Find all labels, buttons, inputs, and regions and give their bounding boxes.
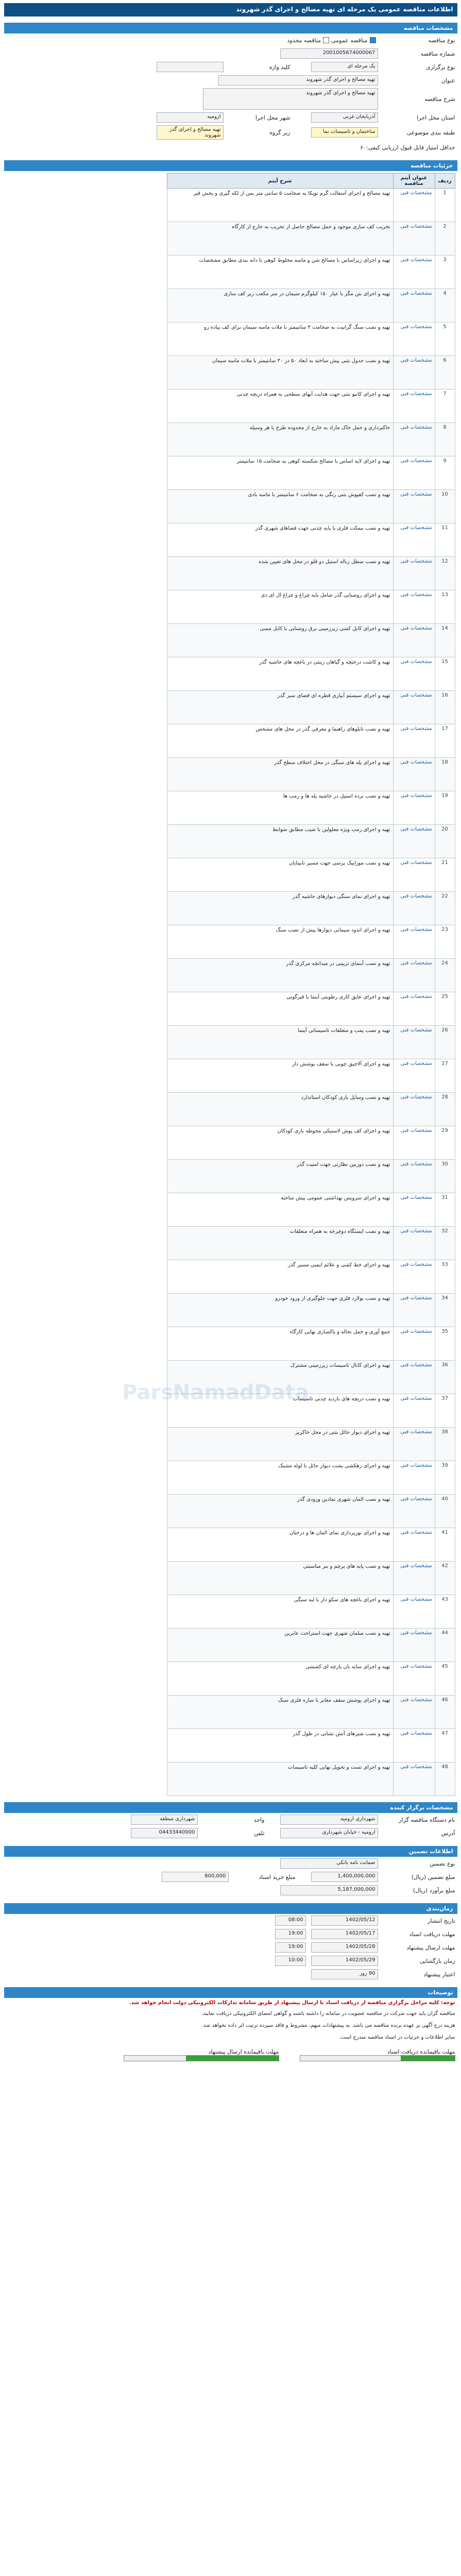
table-row	[167, 1126, 455, 1160]
notes-warning: توجه: کلیه مراحل برگزاری مناقصه از دریافت اسناد تا ارسال پیشنهاد از طریق سامانه تدارکات الکترونیکی دولت انجام خواهد شد.	[129, 2000, 455, 2006]
row-number-cell: 45	[435, 1662, 455, 1696]
item-description-cell: تهیه و اجرای روشنایی گذر شامل پایه چراغ و چراغ ال ای دی	[167, 590, 393, 624]
doc-end-row	[4, 1927, 457, 1941]
description-row	[4, 87, 457, 111]
item-description-cell: تهیه و نصب موزاییک پرسی جهت مسیر نابینایان	[167, 858, 393, 892]
guarantee-type-field: ضمانت نامه بانکی	[280, 1858, 378, 1869]
doc-deadline-progress-bar	[300, 2055, 455, 2061]
item-description-cell: تهیه و اجرای سرویس بهداشتی عمومی پیش ساخته	[167, 1193, 393, 1227]
table-row	[167, 657, 455, 691]
item-title-cell: مشخصات فنی	[393, 1729, 435, 1762]
row-number-cell: 33	[435, 1260, 455, 1294]
min-score-label: حداقل امتیاز قابل قبول ارزیابی کیفی:	[366, 144, 455, 151]
guarantee-type-row	[4, 1857, 457, 1870]
item-title-cell: مشخصات فنی	[393, 1294, 435, 1327]
table-row	[167, 490, 455, 523]
row-number-cell: 28	[435, 1093, 455, 1126]
item-description-cell: تهیه و نصب بولارد فلزی جهت جلوگیری از ورود خودرو	[167, 1294, 393, 1327]
item-title-cell: مشخصات فنی	[393, 1059, 435, 1093]
table-row	[167, 624, 455, 657]
table-row	[167, 791, 455, 825]
row-number-cell: 26	[435, 1026, 455, 1059]
submit-deadline-progress-fill	[186, 2056, 279, 2061]
organizer-unit-label: واحد	[253, 1816, 265, 1823]
item-title-cell: مشخصات فنی	[393, 1327, 435, 1361]
item-description-cell: تهیه مصالح و اجرای آسفالت گرم توپکا به ضخامت ۵ سانتی متر پس از لکه گیری و پخش قیر	[167, 189, 393, 222]
item-description-cell: تهیه و اجرای کانیو بتنی جهت هدایت آبهای سطحی به همراه دریچه چدنی	[167, 389, 393, 423]
table-row	[167, 1260, 455, 1294]
section-notes-header: توضیحات	[4, 1987, 457, 1998]
location-row	[4, 111, 457, 124]
item-description-cell: تهیه و نصب پمپ و متعلقات تاسیساتی آبنما	[167, 1026, 393, 1059]
row-number-cell: 23	[435, 925, 455, 959]
section-guarantee-header: اطلاعات تضمین	[4, 1846, 457, 1857]
row-number-cell: 38	[435, 1428, 455, 1461]
submit-end-time-field: 19:00	[275, 1942, 306, 1953]
row-number-cell: 36	[435, 1361, 455, 1394]
table-row	[167, 523, 455, 557]
item-description-cell: تخریب کف سازی موجود و حمل مصالح حاصل از تخریب به خارج از کارگاه	[167, 222, 393, 256]
min-score-value: ۶۰	[360, 144, 366, 151]
subject-field: تهیه مصالح و اجرای گذر شهروند	[218, 75, 378, 86]
doc-price-field: 800,000	[162, 1872, 229, 1882]
organizer-address-label: آدرس	[441, 1829, 455, 1837]
item-description-cell: تهیه و نصب نیمکت فلزی با پایه چدنی جهت فضاهای شهری گذر	[167, 523, 393, 557]
table-row	[167, 1562, 455, 1595]
row-number-cell: 32	[435, 1227, 455, 1260]
row-number-cell: 3	[435, 256, 455, 289]
item-title-cell: مشخصات فنی	[393, 1394, 435, 1428]
item-title-cell: مشخصات فنی	[393, 925, 435, 959]
row-number-cell: 8	[435, 423, 455, 456]
table-row	[167, 825, 455, 858]
tender-number-label: شماره مناقصه	[420, 50, 455, 57]
tender-type-label: نوع مناقصه	[428, 37, 455, 44]
table-row	[167, 1361, 455, 1394]
tender-number-row	[4, 47, 457, 60]
organizer-name-label: نام دستگاه مناقصه گزار	[399, 1816, 455, 1823]
item-title-cell: مشخصات فنی	[393, 1026, 435, 1059]
row-number-cell: 34	[435, 1294, 455, 1327]
estimate-row	[4, 1884, 457, 1897]
organizer-phone-label: تلفن	[253, 1829, 265, 1837]
row-number-cell: 4	[435, 289, 455, 323]
keyword-field	[157, 62, 224, 72]
row-number-cell: 17	[435, 724, 455, 758]
deadline-progress-area	[4, 2043, 457, 2066]
row-number-cell: 18	[435, 758, 455, 791]
item-title-cell: مشخصات فنی	[393, 1562, 435, 1595]
table-row	[167, 1160, 455, 1193]
item-description-cell: تهیه و اجرای کانال تاسیسات زیرزمینی مشترک	[167, 1361, 393, 1394]
table-row	[167, 724, 455, 758]
guarantee-amount-field: 1,400,000,000	[311, 1872, 378, 1882]
page-container	[4, 0, 457, 2066]
item-description-cell: تهیه و اجرای دیوار حائل بتنی در محل خاکریز	[167, 1428, 393, 1461]
submit-deadline-progress-label: مهلت باقیمانده ارسال پیشنهاد	[208, 2048, 279, 2055]
min-score-row	[4, 141, 457, 154]
item-title-cell: مشخصات فنی	[393, 825, 435, 858]
table-row	[167, 992, 455, 1026]
item-description-cell: تهیه و نصب سنگ گرانیت به ضخامت ۳ سانتیمتر با ملات ماسه سیمان برای کف پیاده رو	[167, 323, 393, 356]
row-number-cell: 2	[435, 222, 455, 256]
table-row	[167, 1193, 455, 1227]
tender-type-radio-limited[interactable]	[323, 37, 329, 43]
row-number-cell: 16	[435, 691, 455, 724]
table-row	[167, 858, 455, 892]
item-description-cell: تهیه و اجرای نمای سنگی دیوارهای حاشیه گذر	[167, 892, 393, 925]
table-row	[167, 1729, 455, 1762]
item-title-cell: مشخصات فنی	[393, 189, 435, 222]
doc-end-time-field: 19:00	[275, 1929, 306, 1939]
table-row	[167, 1227, 455, 1260]
item-description-cell: تهیه و اجرای زهکشی پشت دیوار حائل با لوله مشبک	[167, 1461, 393, 1495]
item-title-cell: مشخصات فنی	[393, 758, 435, 791]
subject-row	[4, 74, 457, 87]
submit-deadline-progress-bar	[124, 2055, 279, 2061]
col-row-number: ردیف	[435, 174, 455, 189]
subject-label: عنوان	[441, 77, 455, 84]
table-row	[167, 1762, 455, 1796]
item-title-cell: مشخصات فنی	[393, 289, 435, 323]
table-row	[167, 590, 455, 624]
holding-type-label: نوع برگزاری	[426, 63, 455, 71]
open-date-field: 1402/05/29	[311, 1956, 378, 1966]
table-row	[167, 1428, 455, 1461]
item-title-cell: مشخصات فنی	[393, 456, 435, 490]
holding-type-row	[4, 60, 457, 74]
organizer-unit-field: شهرداری منطقه	[131, 1815, 198, 1825]
item-title-cell: مشخصات فنی	[393, 256, 435, 289]
province-label: استان محل اجرا	[417, 114, 455, 121]
category-row	[4, 124, 457, 141]
item-title-cell: مشخصات فنی	[393, 323, 435, 356]
row-number-cell: 47	[435, 1729, 455, 1762]
item-description-cell: تهیه و نصب دریچه های بازدید چدنی تاسیسات	[167, 1394, 393, 1428]
publish-date-label: تاریخ انتشار	[428, 1917, 455, 1924]
open-date-row	[4, 1954, 457, 1968]
item-title-cell: مشخصات فنی	[393, 959, 435, 992]
row-number-cell: 31	[435, 1193, 455, 1227]
section-items-header: جزئیات مناقصه	[4, 160, 457, 171]
publish-date-row	[4, 1914, 457, 1927]
col-item-description: شرح آیتم	[167, 174, 393, 189]
item-description-cell: تهیه و اجرای کف پوش لاستیکی محوطه بازی کودکان	[167, 1126, 393, 1160]
col-item-title: عنوان آیتم مناقصه	[393, 174, 435, 189]
table-row	[167, 1294, 455, 1327]
tender-type-row	[4, 33, 457, 47]
submit-end-row	[4, 1941, 457, 1954]
tender-type-radio-public[interactable]	[370, 37, 376, 43]
item-title-cell: مشخصات فنی	[393, 523, 435, 557]
item-title-cell: مشخصات فنی	[393, 1260, 435, 1294]
item-title-cell: مشخصات فنی	[393, 1361, 435, 1394]
item-description-cell: تهیه و اجرای پله های سنگی در محل اختلاف سطح گذر	[167, 758, 393, 791]
table-row	[167, 691, 455, 724]
item-title-cell: مشخصات فنی	[393, 1696, 435, 1729]
item-description-cell: تهیه و نصب آبنمای تزیینی در میدانچه مرکزی گذر	[167, 959, 393, 992]
table-row	[167, 389, 455, 423]
publish-time-field: 08:00	[275, 1916, 306, 1926]
item-title-cell: مشخصات فنی	[393, 490, 435, 523]
doc-end-date-field: 1402/05/17	[311, 1929, 378, 1939]
table-row	[167, 456, 455, 490]
item-title-cell: مشخصات فنی	[393, 1160, 435, 1193]
item-description-cell: تهیه و کاشت درختچه و گیاهان زینتی در باغچه های حاشیه گذر	[167, 657, 393, 691]
row-number-cell: 46	[435, 1696, 455, 1729]
item-title-cell: مشخصات فنی	[393, 1126, 435, 1160]
row-number-cell: 21	[435, 858, 455, 892]
table-row	[167, 1461, 455, 1495]
doc-deadline-progress-label: مهلت باقیمانده دریافت اسناد	[387, 2048, 455, 2055]
open-date-label: زمان بازگشایی	[420, 1957, 455, 1964]
item-description-cell: تهیه و اجرای پوشش سقف معابر با سازه فلزی سبک	[167, 1696, 393, 1729]
item-title-cell: مشخصات فنی	[393, 590, 435, 624]
city-field: ارومیه	[157, 112, 224, 123]
item-description-cell: تهیه و اجرای رمپ ویژه معلولین با شیب مطابق ضوابط	[167, 825, 393, 858]
row-number-cell: 10	[435, 490, 455, 523]
row-number-cell: 14	[435, 624, 455, 657]
section-dates-header: زمان‌بندی	[4, 1903, 457, 1914]
table-row	[167, 1093, 455, 1126]
row-number-cell: 39	[435, 1461, 455, 1495]
row-number-cell: 25	[435, 992, 455, 1026]
item-description-cell: تهیه و اجرای تست و تحویل نهایی کلیه تاسیسات	[167, 1762, 393, 1796]
table-row	[167, 1696, 455, 1729]
item-title-cell: مشخصات فنی	[393, 691, 435, 724]
row-number-cell: 27	[435, 1059, 455, 1093]
items-table	[167, 173, 455, 1796]
item-title-cell: مشخصات فنی	[393, 657, 435, 691]
item-title-cell: مشخصات فنی	[393, 1495, 435, 1528]
organizer-address-row	[4, 1826, 457, 1840]
table-row	[167, 1528, 455, 1562]
row-number-cell: 24	[435, 959, 455, 992]
table-row	[167, 189, 455, 222]
item-description-cell: تهیه و اجرای زیراساس با مصالح شن و ماسه مخلوط کوهی با دانه بندی مطابق مشخصات	[167, 256, 393, 289]
table-row	[167, 1327, 455, 1361]
row-number-cell: 44	[435, 1629, 455, 1662]
table-row	[167, 1595, 455, 1629]
item-description-cell: تهیه و نصب دوربین نظارتی جهت امنیت گذر	[167, 1160, 393, 1193]
table-row	[167, 1394, 455, 1428]
item-title-cell: مشخصات فنی	[393, 1629, 435, 1662]
item-title-cell: مشخصات فنی	[393, 858, 435, 892]
table-row	[167, 356, 455, 389]
item-description-cell: تهیه و اجرای اندود سیمانی دیوارها پیش از نصب سنگ	[167, 925, 393, 959]
section-general-header: مشخصات مناقصه	[4, 23, 457, 33]
item-title-cell: مشخصات فنی	[393, 992, 435, 1026]
item-description-cell: خاکبرداری و حمل خاک مازاد به خارج از محدوده طرح با هر وسیله	[167, 423, 393, 456]
row-number-cell: 15	[435, 657, 455, 691]
validity-label: اعتبار پیشنهاد	[423, 1971, 455, 1978]
row-number-cell: 30	[435, 1160, 455, 1193]
item-description-cell: تهیه و اجرای نورپردازی نمای المان ها و درختان	[167, 1528, 393, 1562]
table-row	[167, 289, 455, 323]
table-row	[167, 222, 455, 256]
item-description-cell: تهیه و اجرای باغچه های سکو دار با لبه سنگی	[167, 1595, 393, 1629]
table-row	[167, 1629, 455, 1662]
province-field: آذربایجان غربی	[311, 112, 378, 123]
holding-type-field: یک مرحله ای	[311, 62, 378, 72]
table-row	[167, 892, 455, 925]
tender-type-option-public: مناقصه عمومی	[331, 37, 368, 44]
row-number-cell: 22	[435, 892, 455, 925]
doc-end-label: مهلت دریافت اسناد	[409, 1930, 455, 1938]
row-number-cell: 35	[435, 1327, 455, 1361]
item-title-cell: مشخصات فنی	[393, 624, 435, 657]
section-organizer-header: مشخصات برگزار کننده	[4, 1802, 457, 1813]
organizer-address-field: ارومیه - خیابان شهرداری	[280, 1828, 378, 1838]
doc-price-label: مبلغ خرید اسناد	[259, 1873, 296, 1880]
item-title-cell: مشخصات فنی	[393, 356, 435, 389]
tender-type-option-limited: مناقصه محدود	[287, 37, 321, 44]
item-title-cell: مشخصات فنی	[393, 557, 435, 590]
row-number-cell: 9	[435, 456, 455, 490]
item-description-cell: تهیه و نصب تابلوهای راهنما و معرفی گذر در محل های مشخص	[167, 724, 393, 758]
item-description-cell: تهیه و نصب ایستگاه دوچرخه به همراه متعلقات	[167, 1227, 393, 1260]
table-row	[167, 925, 455, 959]
open-time-field: 10:00	[275, 1956, 306, 1966]
table-row	[167, 1495, 455, 1528]
estimate-field: 5,187,000,000	[280, 1885, 378, 1895]
submit-deadline-progress-block	[124, 2048, 279, 2061]
item-description-cell: تهیه و نصب سطل زباله استیل دو قلو در محل های تعیین شده	[167, 557, 393, 590]
page-title: اطلاعات مناقصه عمومی یک مرحله ای تهیه مصالح و اجرای گذر شهروند	[4, 3, 457, 16]
item-title-cell: مشخصات فنی	[393, 423, 435, 456]
estimate-label: مبلغ برآورد (ریال)	[413, 1887, 455, 1894]
item-title-cell: مشخصات فنی	[393, 1093, 435, 1126]
item-description-cell: تهیه و اجرای خط کشی و علائم ایمنی مسیر گذر	[167, 1260, 393, 1294]
item-title-cell: مشخصات فنی	[393, 222, 435, 256]
row-number-cell: 11	[435, 523, 455, 557]
organizer-name-row	[4, 1813, 457, 1826]
item-title-cell: مشخصات فنی	[393, 1762, 435, 1796]
row-number-cell: 5	[435, 323, 455, 356]
organizer-name-field: شهرداری ارومیه	[280, 1815, 378, 1825]
tender-number-field: 2001005674000067	[280, 48, 378, 59]
item-description-cell: تهیه و نصب پایه های پرچم و بنر مناسبتی	[167, 1562, 393, 1595]
city-label: شهر محل اجرا	[255, 114, 291, 121]
row-number-cell: 29	[435, 1126, 455, 1160]
table-row	[167, 557, 455, 590]
items-table-header-row	[167, 174, 455, 189]
table-row	[167, 1059, 455, 1093]
item-title-cell: مشخصات فنی	[393, 1528, 435, 1562]
item-title-cell: مشخصات فنی	[393, 724, 435, 758]
row-number-cell: 13	[435, 590, 455, 624]
item-description-cell: تهیه و نصب مبلمان شهری جهت استراحت عابرین	[167, 1629, 393, 1662]
row-number-cell: 12	[435, 557, 455, 590]
category-field: ساختمان و تاسیسات نما	[311, 127, 378, 138]
description-field: تهیه مصالح و اجرای گذر شهروند	[203, 88, 378, 110]
description-label: شرح مناقصه	[424, 95, 455, 103]
item-description-cell: تهیه و اجرای سایه بان پارچه ای کششی	[167, 1662, 393, 1696]
item-title-cell: مشخصات فنی	[393, 1461, 435, 1495]
item-description-cell: تهیه و اجرای بتن مگر با عیار ۱۵۰ کیلوگرم سیمان در متر مکعب زیر کف سازی	[167, 289, 393, 323]
keyword-label: کلید واژه	[269, 63, 291, 71]
guarantee-type-label: نوع تضمین	[430, 1860, 455, 1867]
validity-row	[4, 1968, 457, 1981]
item-title-cell: مشخصات فنی	[393, 1662, 435, 1696]
row-number-cell: 1	[435, 189, 455, 222]
item-description-cell: تهیه و نصب المان شهری نمادین ورودی گذر	[167, 1495, 393, 1528]
item-description-cell: جمع آوری و حمل نخاله و پاکسازی نهایی کارگاه	[167, 1327, 393, 1361]
item-title-cell: مشخصات فنی	[393, 1227, 435, 1260]
guarantee-amount-label: مبلغ تضمین (ریال)	[411, 1873, 455, 1880]
row-number-cell: 7	[435, 389, 455, 423]
table-row	[167, 959, 455, 992]
table-row	[167, 323, 455, 356]
table-row	[167, 758, 455, 791]
row-number-cell: 19	[435, 791, 455, 825]
item-title-cell: مشخصات فنی	[393, 389, 435, 423]
doc-deadline-progress-block	[300, 2048, 455, 2061]
organizer-phone-field: 04433440000	[131, 1828, 198, 1838]
submit-end-date-field: 1402/05/28	[311, 1942, 378, 1953]
table-row	[167, 256, 455, 289]
validity-field: 90 روز	[311, 1969, 378, 1979]
row-number-cell: 37	[435, 1394, 455, 1428]
publish-date-field: 1402/05/12	[311, 1916, 378, 1926]
row-number-cell: 42	[435, 1562, 455, 1595]
item-description-cell: تهیه و نصب وسایل بازی کودکان استاندارد	[167, 1093, 393, 1126]
item-description-cell: تهیه و اجرای آلاچیق چوبی با سقف پوشش دار	[167, 1059, 393, 1093]
table-row	[167, 1662, 455, 1696]
submit-end-label: مهلت ارسال پیشنهاد	[406, 1944, 455, 1951]
subcategory-label: زیر گروه	[269, 129, 291, 136]
row-number-cell: 40	[435, 1495, 455, 1528]
items-table-body	[167, 189, 455, 1796]
row-number-cell: 48	[435, 1762, 455, 1796]
row-number-cell: 41	[435, 1528, 455, 1562]
doc-deadline-progress-fill	[401, 2056, 455, 2061]
table-row	[167, 423, 455, 456]
notes-text-1: مناقصه گران باید جهت شرکت در مناقصه عضویت در سامانه را داشته باشند و گواهی امضای الکترونیکی دریافت نمایند.	[201, 2011, 455, 2016]
item-description-cell: تهیه و نصب جدول بتنی پیش ساخته به ابعاد ۵۰ در ۳۰ سانتیمتر با ملات ماسه سیمان	[167, 356, 393, 389]
item-description-cell: تهیه و نصب نرده استیل در حاشیه پله ها و رمپ ها	[167, 791, 393, 825]
item-description-cell: تهیه و اجرای کابل کشی زیرزمینی برق روشنایی با کابل مسی	[167, 624, 393, 657]
guarantee-amount-row	[4, 1870, 457, 1884]
item-title-cell: مشخصات فنی	[393, 1193, 435, 1227]
row-number-cell: 43	[435, 1595, 455, 1629]
notes-text-2: هزینه درج آگهی بر عهده برنده مناقصه می باشد. به پیشنهادات مبهم، مشروط و فاقد سپرده ترتیب اثر داده نخواهد شد.	[201, 2023, 455, 2028]
subcategory-field: تهیه مصالح و اجرای گذر شهروند	[157, 125, 224, 140]
category-label: طبقه بندی موضوعی	[406, 129, 455, 136]
item-title-cell: مشخصات فنی	[393, 1428, 435, 1461]
item-description-cell: تهیه و نصب شیرهای آتش نشانی در طول گذر	[167, 1729, 393, 1762]
row-number-cell: 6	[435, 356, 455, 389]
item-description-cell: تهیه و اجرای لایه اساس با مصالح شکسته کوهی به ضخامت ۱۵ سانتیمتر	[167, 456, 393, 490]
item-title-cell: مشخصات فنی	[393, 892, 435, 925]
notes-text-3: سایر اطلاعات و جزئیات در اسناد مناقصه مندرج است.	[339, 2035, 455, 2040]
item-title-cell: مشخصات فنی	[393, 1595, 435, 1629]
item-description-cell: تهیه و اجرای عایق کاری رطوبتی آبنما با قیرگونی	[167, 992, 393, 1026]
table-row	[167, 1026, 455, 1059]
item-title-cell: مشخصات فنی	[393, 791, 435, 825]
item-description-cell: تهیه و اجرای سیستم آبیاری قطره ای فضای سبز گذر	[167, 691, 393, 724]
row-number-cell: 20	[435, 825, 455, 858]
item-description-cell: تهیه و نصب کفپوش بتنی رنگی به ضخامت ۶ سانتیمتر با ماسه بادی	[167, 490, 393, 523]
